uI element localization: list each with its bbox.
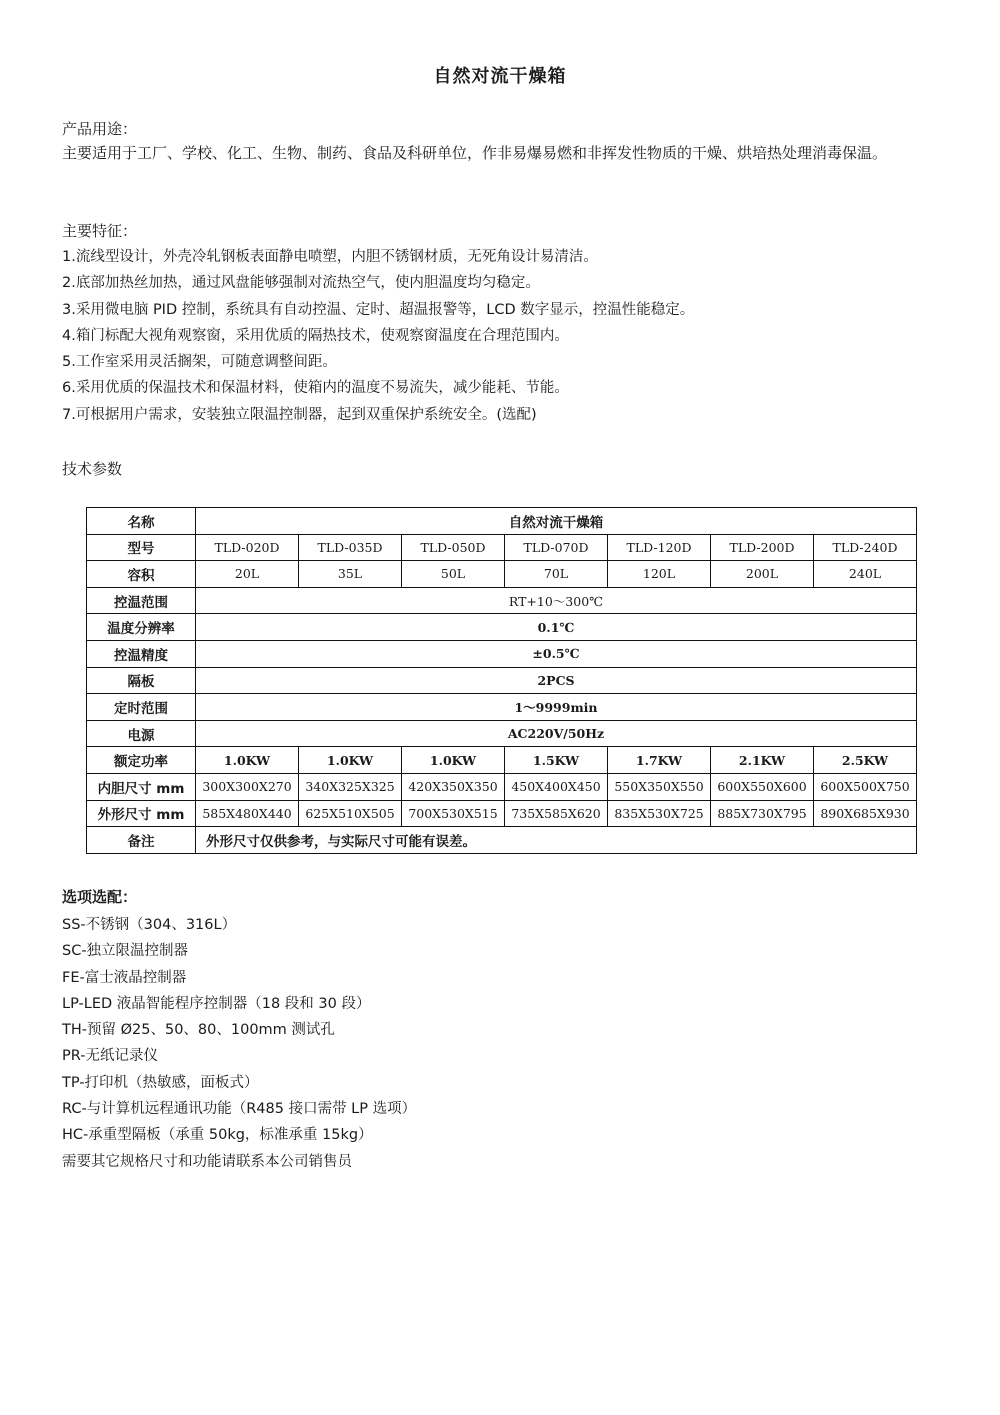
row-header: 外形尺寸 mm [87,800,196,827]
table-row-model [87,534,917,561]
shelf-cell: 2PCS [196,667,917,694]
outer-size-cell: 700X530X515 [402,800,505,827]
model-cell: TLD-120D [608,534,711,561]
spec-table [86,507,917,854]
row-header: 隔板 [87,667,196,694]
option-item: TP-打印机（热敏感，面板式） [62,1074,259,1091]
table-row-temp-range [87,587,917,614]
specs-label: 技术参数 [62,460,123,478]
option-item: LP-LED 液晶智能程序控制器（18 段和 30 段） [62,995,371,1012]
feature-item: 4.箱门标配大视角观察窗，采用优质的隔热技术，使观察窗温度在合理范围内。 [62,327,569,344]
row-header: 内胆尺寸 mm [87,773,196,800]
table-row-accuracy [87,640,917,667]
features-list [62,244,962,428]
volume-cell: 240L [814,561,917,588]
row-header: 容积 [87,561,196,588]
features-label: 主要特征： [62,222,138,240]
volume-cell: 35L [299,561,402,588]
table-row-timer [87,694,917,721]
option-item: 需要其它规格尺寸和功能请联系本公司销售员 [62,1153,352,1170]
outer-size-cell: 885X730X795 [711,800,814,827]
feature-item: 5.工作室采用灵活搁架，可随意调整间距。 [62,354,337,371]
volume-cell: 20L [196,561,299,588]
row-header: 温度分辨率 [87,614,196,641]
row-header: 备注 [87,827,196,854]
usage-label: 产品用途： [62,120,138,138]
outer-size-cell: 890X685X930 [814,800,917,827]
option-item: SC-独立限温控制器 [62,943,189,960]
row-header: 名称 [87,508,196,535]
table-row-name [87,508,917,535]
model-cell: TLD-035D [299,534,402,561]
table-row-resolution [87,614,917,641]
rated-power-cell: 1.5KW [505,747,608,774]
feature-item: 7.可根据用户需求，安装独立限温控制器，起到双重保护系统安全。(选配) [62,406,537,423]
table-row-volume [87,561,917,588]
row-header: 控温精度 [87,640,196,667]
inner-size-cell: 600X500X750 [814,773,917,800]
rated-power-cell: 2.5KW [814,747,917,774]
rated-power-cell: 1.0KW [196,747,299,774]
document-title: 自然对流干燥箱 [433,66,567,87]
option-item: FE-富士液晶控制器 [62,969,187,986]
model-cell: TLD-050D [402,534,505,561]
model-cell: TLD-200D [711,534,814,561]
table-row-outer-size [87,800,917,827]
option-item: HC-承重型隔板（承重 50kg，标准承重 15kg） [62,1127,373,1144]
model-cell: TLD-070D [505,534,608,561]
volume-cell: 70L [505,561,608,588]
model-cell: TLD-020D [196,534,299,561]
accuracy-cell: ±0.5℃ [196,640,917,667]
option-item: SS-不锈钢（304、316L） [62,917,237,933]
outer-size-cell: 625X510X505 [299,800,402,827]
product-name-cell: 自然对流干燥箱 [196,508,917,535]
inner-size-cell: 600X550X600 [711,773,814,800]
feature-item: 3.采用微电脑 PID 控制，系统具有自动控温、定时、超温报警等，LCD 数字显示，控温性能稳定。 [62,301,695,318]
row-header: 控温范围 [87,587,196,614]
inner-size-cell: 550X350X550 [608,773,711,800]
rated-power-cell: 2.1KW [711,747,814,774]
outer-size-cell: 585X480X440 [196,800,299,827]
table-row-inner-size [87,773,917,800]
resolution-cell: 0.1℃ [196,614,917,641]
inner-size-cell: 340X325X325 [299,773,402,800]
row-header: 定时范围 [87,694,196,721]
table-row-rated-power [87,747,917,774]
volume-cell: 200L [711,561,814,588]
volume-cell: 50L [402,561,505,588]
volume-cell: 120L [608,561,711,588]
options-list [62,912,416,1175]
options-label: 选项选配： [62,888,138,906]
row-header: 型号 [87,534,196,561]
inner-size-cell: 420X350X350 [402,773,505,800]
row-header: 额定功率 [87,747,196,774]
table-row-power [87,720,917,747]
remark-cell: 外形尺寸仅供参考，与实际尺寸可能有误差。 [196,827,917,854]
rated-power-cell: 1.0KW [299,747,402,774]
feature-item: 2.底部加热丝加热，通过风盘能够强制对流热空气，使内胆温度均匀稳定。 [62,275,540,292]
timer-cell: 1～9999min [196,694,917,721]
option-item: PR-无纸记录仪 [62,1048,158,1065]
power-cell: AC220V/50Hz [196,720,917,747]
rated-power-cell: 1.0KW [402,747,505,774]
table-row-remark [87,827,917,854]
inner-size-cell: 300X300X270 [196,773,299,800]
outer-size-cell: 735X585X620 [505,800,608,827]
temp-range-cell: RT+10～300℃ [196,587,917,614]
option-item: TH-预留 Ø25、50、80、100mm 测试孔 [62,1022,335,1039]
inner-size-cell: 450X400X450 [505,773,608,800]
option-item: RC-与计算机远程通讯功能（R485 接口需带 LP 选项） [62,1101,417,1118]
usage-text: 主要适用于工厂、学校、化工、生物、制药、食品及科研单位，作非易爆易燃和非挥发性物质的干燥、烘培热处理消毒保温。 [62,144,888,162]
feature-item: 6.采用优质的保温技术和保温材料，使箱内的温度不易流失，减少能耗、节能。 [62,380,569,397]
rated-power-cell: 1.7KW [608,747,711,774]
model-cell: TLD-240D [814,534,917,561]
row-header: 电源 [87,720,196,747]
feature-item: 1.流线型设计，外壳冷轧钢板表面静电喷塑，内胆不锈钢材质，无死角设计易清洁。 [62,249,598,265]
outer-size-cell: 835X530X725 [608,800,711,827]
table-row-shelf [87,667,917,694]
